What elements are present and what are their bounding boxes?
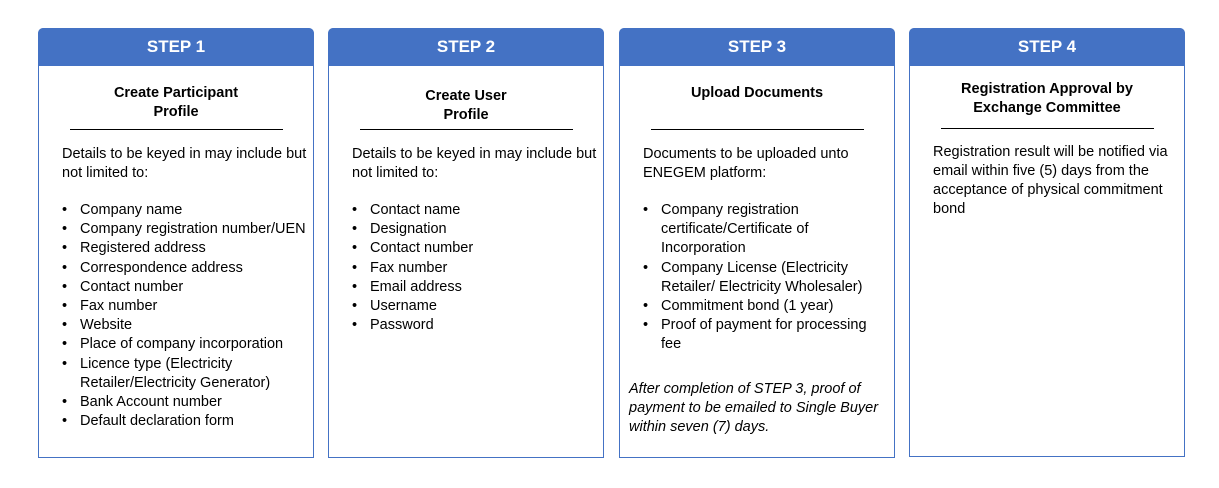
list-item: • Designation bbox=[329, 220, 603, 239]
step-1-title-line1: Create Participant bbox=[113, 85, 239, 101]
step-2-divider bbox=[360, 129, 573, 130]
step-4-title-line2: Exchange Committee bbox=[973, 100, 1121, 116]
bullet-icon: • bbox=[62, 336, 68, 353]
list-item: • Website bbox=[39, 316, 313, 335]
bullet-icon: • bbox=[62, 221, 68, 238]
step-4-card bbox=[909, 28, 1185, 457]
step-3-title bbox=[620, 84, 894, 103]
list-item: • Fax number bbox=[39, 297, 313, 316]
bullet-icon: • bbox=[62, 413, 68, 430]
list-item: • Licence type (Electricity Retailer/Electricity Generator) bbox=[62, 355, 271, 391]
step-2-title-line2: Profile bbox=[443, 107, 489, 123]
bullet-icon: • bbox=[62, 202, 68, 218]
step-2-intro: Details to be keyed in may include but not limited to: bbox=[352, 146, 597, 181]
step-3-intro: Documents to be uploaded unto ENEGEM platform: bbox=[643, 146, 849, 181]
bullet-icon: • bbox=[62, 278, 68, 295]
list-item: • Company License (Electricity Retailer/ Electricity Wholesaler) bbox=[643, 259, 863, 295]
bullet-icon: • bbox=[352, 317, 358, 334]
step-1-divider bbox=[70, 129, 283, 130]
list-item: • Email address bbox=[329, 278, 603, 297]
list-item: • Bank Account number bbox=[39, 393, 313, 412]
bullet-icon: • bbox=[643, 259, 649, 276]
step-3-card bbox=[619, 28, 895, 458]
step-2-title bbox=[329, 87, 603, 125]
list-item: • Commitment bond (1 year) bbox=[620, 297, 894, 316]
step-3-title-line1: Upload Documents bbox=[690, 85, 824, 101]
step-4-intro: Registration result will be notified via email within five (5) days from the acceptance of physical commitment bond bbox=[933, 144, 1168, 217]
step-1-card bbox=[38, 28, 314, 458]
bullet-icon: • bbox=[352, 240, 358, 257]
step-4-header: STEP 4 bbox=[909, 28, 1185, 66]
bullet-icon: • bbox=[62, 298, 68, 315]
bullet-icon: • bbox=[62, 355, 68, 372]
list-item: • Username bbox=[329, 297, 603, 316]
bullet-icon: • bbox=[352, 298, 358, 315]
step-2-title-line1: Create User bbox=[425, 88, 507, 104]
list-item: • Password bbox=[329, 316, 603, 335]
bullet-icon: • bbox=[643, 317, 649, 334]
list-item: • Company registration certificate/Certificate of Incorporation bbox=[643, 202, 809, 257]
list-item: • Correspondence address bbox=[39, 259, 313, 278]
list-item: • Default declaration form bbox=[39, 412, 313, 431]
bullet-icon: • bbox=[62, 394, 68, 411]
step-4-title bbox=[910, 80, 1184, 118]
step-1-intro: Details to be keyed in may include but not limited to: bbox=[62, 146, 307, 181]
list-item: • Fax number bbox=[329, 259, 603, 278]
bullet-icon: • bbox=[643, 298, 649, 315]
step-3-item-list bbox=[620, 201, 894, 355]
step-3-note: After completion of STEP 3, proof of payment to be emailed to Single Buyer within seven (7) days. bbox=[629, 381, 879, 435]
step-2-header: STEP 2 bbox=[328, 28, 604, 66]
bullet-icon: • bbox=[352, 202, 358, 218]
step-1-header: STEP 1 bbox=[38, 28, 314, 66]
step-3-header: STEP 3 bbox=[619, 28, 895, 66]
step-3-divider bbox=[651, 129, 864, 130]
step-1-item-list bbox=[39, 201, 313, 431]
step-1-title bbox=[39, 84, 313, 122]
bullet-icon: • bbox=[352, 278, 358, 295]
bullet-icon: • bbox=[352, 259, 358, 276]
list-item: • Contact number bbox=[329, 239, 603, 258]
bullet-icon: • bbox=[352, 221, 358, 238]
list-item: • Company name bbox=[39, 201, 313, 220]
list-item: • Proof of payment for processing fee bbox=[643, 317, 867, 353]
list-item: • Registered address bbox=[39, 239, 313, 258]
bullet-icon: • bbox=[643, 202, 649, 218]
step-4-title-line1: Registration Approval by bbox=[961, 81, 1133, 97]
list-item: • Contact number bbox=[39, 278, 313, 297]
step-4-divider bbox=[941, 128, 1154, 129]
bullet-icon: • bbox=[62, 259, 68, 276]
step-2-card bbox=[328, 28, 604, 458]
list-item: • Contact name bbox=[329, 201, 603, 220]
step-1-title-line2: Profile bbox=[153, 104, 199, 120]
bullet-icon: • bbox=[62, 240, 68, 257]
step-2-item-list bbox=[329, 201, 603, 335]
list-item: • Place of company incorporation bbox=[39, 335, 313, 354]
bullet-icon: • bbox=[62, 317, 68, 334]
list-item: • Company registration number/UEN bbox=[39, 220, 313, 239]
